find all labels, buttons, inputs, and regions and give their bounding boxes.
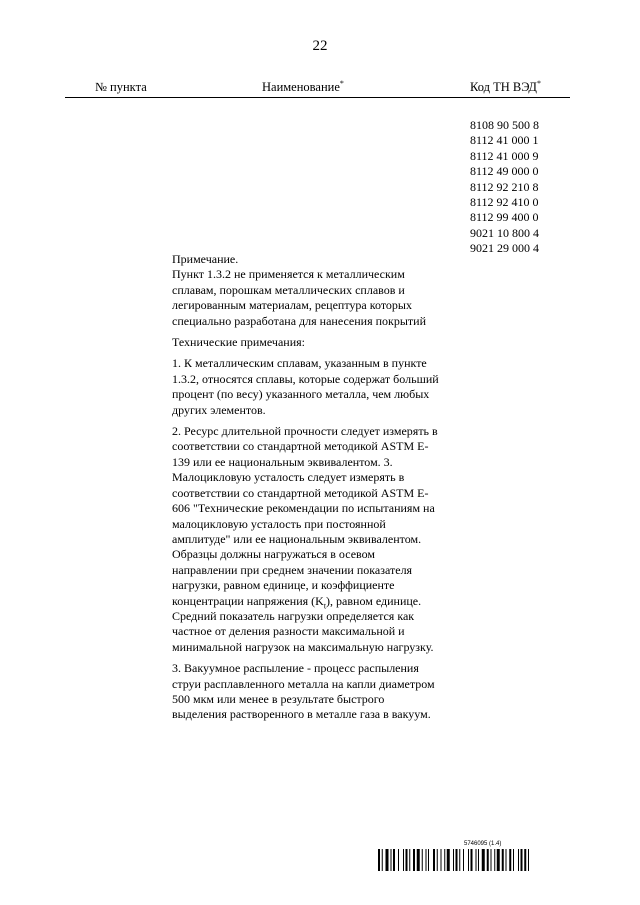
barcode-bar xyxy=(391,849,392,871)
barcode-bar xyxy=(528,849,529,871)
barcode-bar xyxy=(403,849,404,871)
barcode-bar xyxy=(459,849,460,871)
barcode-bar xyxy=(378,849,380,871)
column-header-number: № пункта xyxy=(95,80,147,94)
barcode-bar xyxy=(413,849,415,871)
barcode-bar xyxy=(428,849,429,871)
barcode-bar xyxy=(409,849,410,871)
page-number: 22 xyxy=(312,38,328,54)
code-item: 8112 41 000 1 xyxy=(470,133,539,148)
tech-note-1: 1. К металлическим сплавам, указанным в пункте 1.3.2, относятся сплавы, которые содержат больший процент (по весу) указанного металла, чем любых других элементов. xyxy=(172,356,439,417)
tech-note-3: 3. Вакуумное распыление - процесс распыления струи расплавленного металла на капли диаметром 500 мкм или менее в результате быстрого выделения растворенного в металле газа в вакуум. xyxy=(172,661,435,722)
code-item: 8112 92 210 8 xyxy=(470,179,539,194)
code-item: 9021 10 800 4 xyxy=(470,225,539,240)
barcode-bar xyxy=(382,849,383,871)
barcode-bar xyxy=(447,849,450,871)
note-text: Пункт 1.3.2 не применяется к металлическим сплавам, порошкам металлических сплавов и легированным материалам, рецептура которых специально разработана для нанесения покрытий xyxy=(172,267,427,328)
barcode-bar xyxy=(422,849,423,871)
code-item: 8112 92 410 0 xyxy=(470,195,539,210)
subscript-t: t xyxy=(323,600,327,610)
table-header xyxy=(65,80,570,97)
column-header-code-text: Код ТН ВЭД xyxy=(470,80,537,94)
note-heading: Примечание. xyxy=(172,252,239,266)
footnote-mark: * xyxy=(536,78,541,88)
code-item: 9021 29 000 4 xyxy=(470,241,539,256)
barcode-bar xyxy=(468,849,469,871)
code-item: 8112 41 000 9 xyxy=(470,148,539,163)
barcode-bar xyxy=(444,849,445,871)
barcode-bar xyxy=(494,849,495,871)
barcode-bar xyxy=(521,849,523,871)
notes-block xyxy=(172,252,442,729)
barcode-bar xyxy=(433,849,435,871)
barcode-bar xyxy=(453,849,454,871)
barcode-bar xyxy=(417,849,420,871)
tech-note-2-start: 2. Ресурс длительной прочности следует измерять в соответствии со стандартной методикой ASTM E-139 или ее национальным эквивалентом. 3. Малоцикловую усталость следует измерять в соответствии со стандартной методикой ASTM E-606 "Технические рекомендации по испытаниям на малоцикловую усталость при постоянной амплитуде" или ее национальным эквивалентом. Образцы должны нагружаться в осевом направлении при среднем значении показателя нагрузки, равном единице, и коэффициенте концентрации напряжения (K xyxy=(172,424,438,608)
barcode-bar xyxy=(491,849,492,871)
barcode-bar xyxy=(463,849,464,871)
column-header-name-text: Наименование xyxy=(262,80,340,94)
code-item: 8108 90 500 8 xyxy=(470,118,539,132)
header-divider xyxy=(65,97,570,98)
barcode-bar xyxy=(478,849,479,871)
code-list xyxy=(470,118,539,257)
tech-note-2-end: ), равном единице. Средний показатель нагрузки определяется как частное от деления разности максимальной и минимальной нагрузок на максимальную нагрузку. xyxy=(172,593,434,654)
barcode-label: 5746095 (1.4) xyxy=(464,841,502,847)
tech-note-2 xyxy=(172,424,442,655)
barcode-bar xyxy=(441,849,442,871)
barcode-bar xyxy=(482,849,485,871)
barcode-bar xyxy=(524,849,526,871)
barcode-graphic xyxy=(378,849,578,871)
column-header-name xyxy=(262,80,344,95)
barcode-bar xyxy=(487,849,489,871)
barcode-bar xyxy=(509,849,511,871)
barcode-bar xyxy=(393,849,395,871)
column-header-code xyxy=(470,80,541,95)
code-item: 8112 99 400 0 xyxy=(470,210,539,225)
barcode-bar xyxy=(398,849,399,871)
barcode-bar xyxy=(513,849,514,871)
barcode-bar xyxy=(506,849,507,871)
barcode-bar xyxy=(497,849,500,871)
barcode-bar xyxy=(518,849,519,871)
barcode-bar xyxy=(502,849,504,871)
barcode-bar xyxy=(476,849,477,871)
footnote-mark: * xyxy=(339,78,344,88)
barcode-bar xyxy=(386,849,389,871)
tech-notes-heading: Технические примечания: xyxy=(172,335,305,350)
barcode-bar xyxy=(456,849,458,871)
barcode-bar xyxy=(471,849,473,871)
code-item: 8112 49 000 0 xyxy=(470,164,539,179)
barcode-bar xyxy=(437,849,438,871)
barcode-bar xyxy=(426,849,427,871)
barcode-bar xyxy=(406,849,408,871)
